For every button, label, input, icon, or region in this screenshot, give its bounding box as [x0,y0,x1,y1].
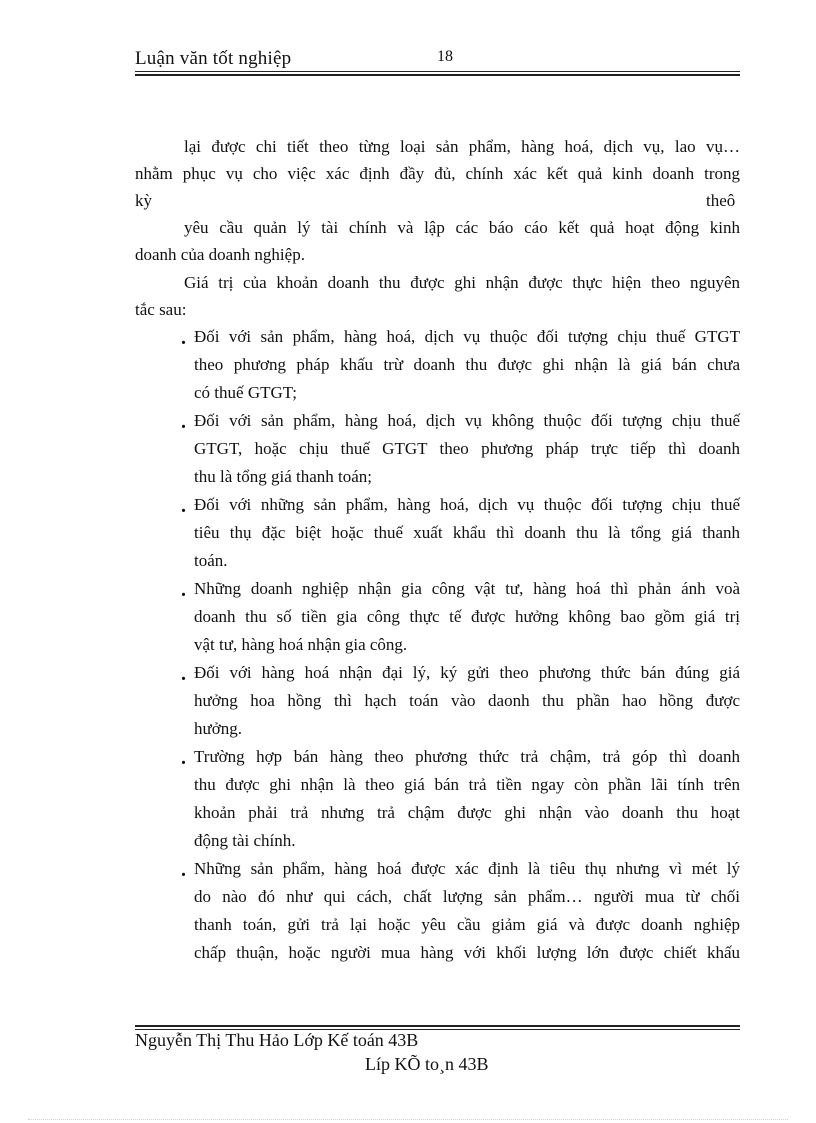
body-line: theo phương pháp khấu trừ doanh thu được ghi nhận là giá bán chưa [194,355,740,374]
body-line: lại được chi tiết theo từng loại sản phẩm, hàng hoá, dịch vụ, lao vụ… [184,137,740,156]
body-line: GTGT, hoặc chịu thuế GTGT theo phương pháp trực tiếp thì doanh [194,439,740,458]
body-line: kỳ [135,191,152,210]
body-line: có thuế GTGT; [194,383,297,402]
bullet-marker: . [181,411,186,433]
body-line: vật tư, hàng hoá nhận gia công. [194,635,408,654]
body-line: thanh toán, gửi trả lại hoặc yêu cầu giảm giá và được doanh nghiệp [194,915,740,934]
body-line: Những sản phẩm, hàng hoá được xác định là tiêu thụ nhưng vì mét lý [194,859,740,878]
bullet-marker: . [181,579,186,601]
body-line: yêu cầu quản lý tài chính và lập các báo cáo kết quả hoạt động kinh [184,218,740,237]
body-line: động tài chính. [194,831,296,850]
body-line: doanh của doanh nghiệp. [135,245,305,264]
page-bottom-edge [28,1119,788,1120]
body-line: tiêu thụ đặc biệt hoặc thuế xuất khẩu thì doanh thu là tổng giá thanh [194,523,740,542]
body-line: Đối với sản phẩm, hàng hoá, dịch vụ thuộc đối tượng chịu thuế GTGT [194,327,740,346]
body-line: thu là tổng giá thanh toán; [194,467,372,486]
body-line: tắc sau: [135,300,187,319]
body-line: hưởng hoa hồng thì hạch toán vào daonh thu phần hao hồng được [194,691,740,710]
body-line: khoản phải trả nhưng trả chậm được ghi nhận vào doanh thu hoạt [194,803,740,822]
bullet-marker: . [181,859,186,881]
body-line: Giá trị của khoản doanh thu được ghi nhận được thực hiện theo nguyên [184,273,740,292]
header-rule-thin [135,71,740,72]
body-line: doanh thu số tiền gia công thực tế được hưởng không bao gồm giá trị [194,607,740,626]
header-title: Luận văn tốt nghiệp [135,48,292,69]
footer-class-line: Líp KÕ to¸n 43B [365,1054,489,1074]
body-line: nhằm phục vụ cho việc xác định đầy đủ, chính xác kết quả kinh doanh trong [135,164,740,183]
body-line: Đối với hàng hoá nhận đại lý, ký gửi theo phương thức bán đúng giá [194,663,740,682]
body-line: Đối với những sản phẩm, hàng hoá, dịch vụ thuộc đối tượng chịu thuế [194,495,740,514]
bullet-marker: . [181,747,186,769]
body-line: chấp thuận, hoặc người mua hàng với khối lượng lớn được chiết khấu [194,943,740,962]
footer-rule-thick [135,1025,740,1027]
footer-author-line: Nguyễn Thị Thu Hảo Lớp Kế toán 43B [135,1030,419,1050]
bullet-marker: . [181,327,186,349]
bullet-marker: . [181,663,186,685]
bullet-marker: . [181,495,186,517]
body-line: theô [706,191,736,210]
body-line: do nào đó như qui cách, chất lượng sản phẩm… người mua từ chối [194,887,740,906]
body-line: Đối với sản phẩm, hàng hoá, dịch vụ không thuộc đối tượng chịu thuế [194,411,740,430]
body-line: toán. [194,551,228,570]
body-line: Những doanh nghiệp nhận gia công vật tư, hàng hoá thì phản ánh voà [194,579,740,598]
page-number: 18 [437,48,453,65]
body-line: hưởng. [194,719,242,738]
body-line: thu được ghi nhận là theo giá bán trả tiền ngay còn phần lãi tính trên [194,775,740,794]
body-line: Trường hợp bán hàng theo phương thức trả chậm, trả góp thì doanh [194,747,740,766]
header-rule-thick [135,74,740,76]
